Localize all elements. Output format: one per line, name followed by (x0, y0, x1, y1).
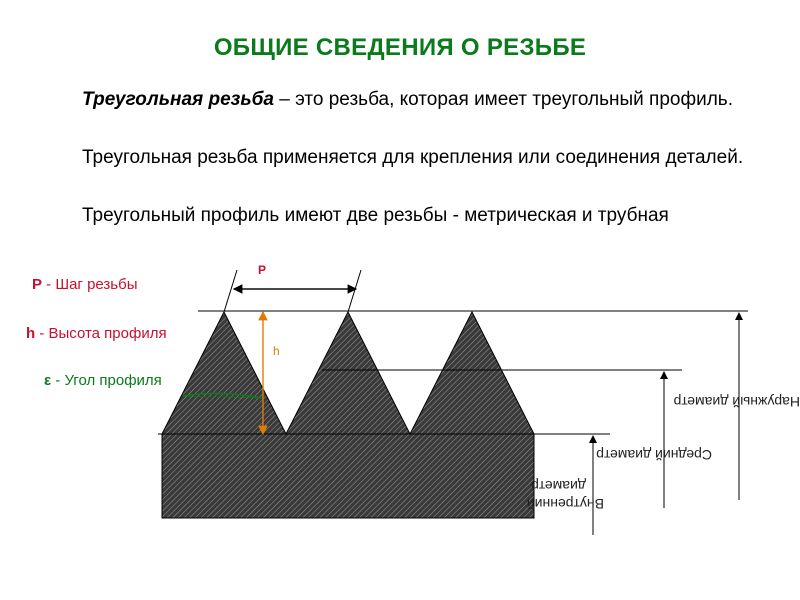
legend-angle-symbol: ε (44, 372, 52, 389)
legend-height-symbol: h (26, 325, 36, 342)
legend-pitch-symbol: Р (32, 276, 43, 293)
legend-height (26, 325, 167, 342)
paragraph-types: Треугольный профиль имеют две резьбы - метрическая и трубная (82, 205, 669, 226)
thread-tooth-2 (286, 312, 410, 434)
pitch-extension-right (348, 270, 361, 312)
definition-text: – это резьба, которая имеет треугольный профиль. (274, 89, 733, 110)
paragraph-application: Треугольная резьба применяется для крепления или соединения деталей. (82, 147, 744, 168)
middle-diameter-label: Средний диаметр (596, 447, 712, 463)
pitch-label: Р (258, 263, 267, 277)
legend-height-text: - Высота профиля (35, 325, 167, 342)
legend-pitch-text: - Шаг резьбы (42, 276, 138, 293)
inner-diameter-label-line1: Внутренний (526, 496, 604, 512)
height-label: h (273, 344, 280, 358)
term-triangular-thread: Треугольная резьба (82, 89, 274, 110)
legend-angle-text: - Угол профиля (51, 372, 162, 389)
inner-diameter-label-line2: диаметр (531, 478, 586, 494)
thread-tooth-1 (162, 312, 286, 434)
page-title: ОБЩИЕ СВЕДЕНИЯ О РЕЗЬБЕ (213, 34, 587, 61)
outer-diameter-label: Наружный диаметр (673, 394, 800, 410)
thread-tooth-3 (410, 312, 534, 434)
legend-angle (44, 372, 162, 389)
legend-pitch (32, 276, 138, 293)
pitch-extension-left (224, 270, 237, 312)
thread-base (162, 434, 534, 518)
